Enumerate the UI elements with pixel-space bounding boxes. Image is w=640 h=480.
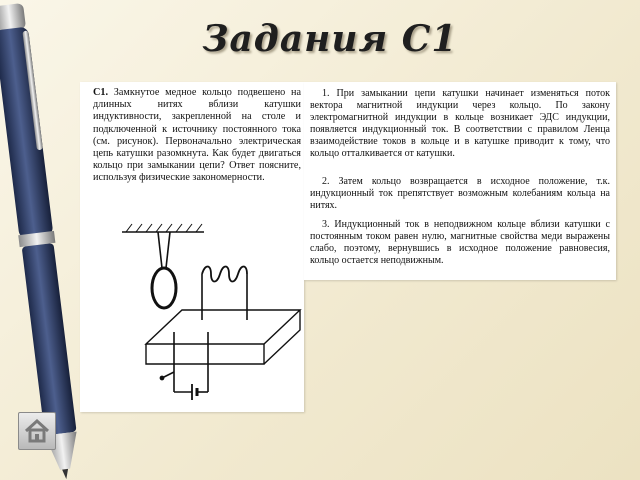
answer-paragraph-2: 2. Затем кольцо возвращается в исходное положение, т.к. индукционный ток препятствует возможным колебаниям кольца на нитях. <box>310 176 610 212</box>
home-icon <box>24 419 50 443</box>
coil-ring-diagram <box>104 212 304 412</box>
table <box>146 310 300 344</box>
coil <box>202 267 247 282</box>
answer-paragraph-3: 3. Индукционный ток в неподвижном кольце вблизи катушки с постоянным током равен нулю, магнитные свойства меди выражены слабо, поэтому, вернувшись в исходное положение равновесия, кольцо остается неподвижным. <box>310 219 610 267</box>
page-title: Задания С1 <box>202 18 458 60</box>
copper-ring <box>152 268 176 308</box>
thread-left <box>158 232 162 268</box>
task-text <box>93 87 301 185</box>
answer-paragraph-1: 1. При замыкании цепи катушки начинает изменяться поток вектора магнитной индукции через кольцо. По закону электромагнитной индукции в кольце возникает ЭДС индукции, появляется индукционный ток. В соответствии с правилом Ленца взаимодействие токов в кольце и в катушке приводит к тому, что кольцо отталкивается от катушки. <box>310 88 610 160</box>
task-body: Замкнутое медное кольцо подвешено на длинных нитях вблизи катушки индуктивности, закрепленной на столе и подключенной к источнику постоянного тока (см. рисунок). Первоначально электрическая цепь катушки разомкнута. Как будет двигаться кольцо при замыкании цепи? Ответ поясните, используя физические закономерности. <box>93 87 301 184</box>
thread-right <box>166 232 170 268</box>
ceiling-hatching <box>126 224 202 232</box>
task-label: С1. <box>93 87 108 98</box>
home-button[interactable] <box>18 412 56 450</box>
